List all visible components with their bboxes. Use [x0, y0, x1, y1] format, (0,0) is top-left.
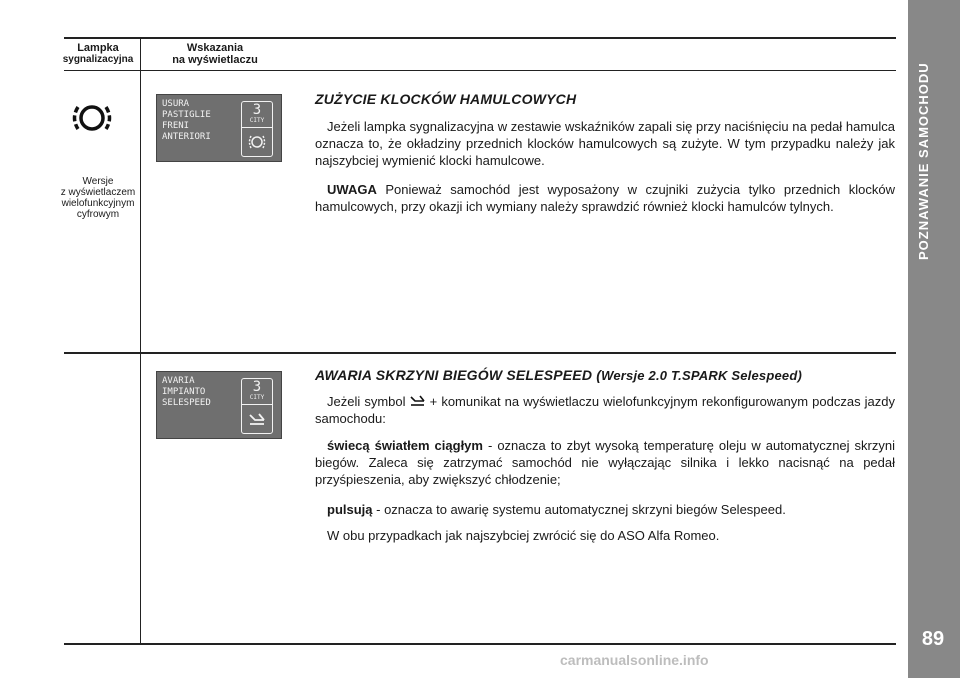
paragraph-steady-light [315, 437, 895, 488]
display-gear-box [241, 378, 273, 434]
flashing-label: pulsują [327, 502, 373, 517]
flashing-text: - oznacza to awarię systemu automatycznej skrzyni biegów Selespeed. [372, 502, 786, 517]
paragraph-note [315, 181, 895, 215]
selespeed-failure-icon [247, 409, 267, 429]
header-rule [64, 70, 896, 71]
header-display [150, 42, 280, 66]
drive-mode: CITY [249, 394, 265, 401]
display-box-divider [242, 404, 272, 405]
versions-line-1: Wersje [82, 176, 114, 187]
column-divider [140, 37, 141, 644]
versions-line-4: cyfrowym [76, 209, 120, 220]
page-number: 89 [921, 628, 945, 650]
display-message: AVARIA IMPIANTO SELESPEED [162, 376, 211, 408]
symbol-text-a: Jeżeli symbol [327, 394, 410, 409]
brake-pad-wear-icon [247, 132, 267, 152]
paragraph-closing: W obu przypadkach jak najszybciej zwrócić się do ASO Alfa Romeo. [327, 528, 720, 543]
symbol-text-b: + komunikat na wyświetlaczu wielofunkcyjnym rekonfigurowanym podczas jazdy samochodu: [315, 394, 895, 426]
gear-indicator: 3 [252, 102, 262, 118]
steady-light-text: - oznacza to zbyt wysoką temperaturę oleju w automatycznej skrzyni biegów. Zaleca się zatrzymać samochód nie wyłączając silnika i lekko nacisnąć na pedał przyśpieszenia, aby zwiększyć chłodzenie; [315, 438, 895, 487]
section-title-selespeed [315, 367, 802, 383]
display-box-divider [242, 127, 272, 128]
section-title-main: AWARIA SKRZYNI BIEGÓW SELESPEED ( [315, 367, 602, 383]
section-title-suffix: Wersje 2.0 T.SPARK Selespeed) [601, 368, 802, 383]
header-display-sub: na wyświetlaczu [172, 54, 258, 66]
steady-light-label: świecą światłem ciągłym [327, 438, 483, 453]
brake-pad-wear-icon [66, 98, 118, 138]
paragraph-flashing [315, 501, 895, 518]
paragraph-brake-pads: Jeżeli lampka sygnalizacyjna w zestawie wskaźników zapali się przy naciśnięciu na pedał hamulca oznacza to, że okładziny przednich klocków hamulcowych są zużyte. W tym przypadku należy jak najszybciej wymienić klocki hamulcowe. [315, 119, 895, 168]
versions-line-2: z wyświetlaczem [60, 187, 136, 198]
section-title-brake-pads: ZUŻYCIE KLOCKÓW HAMULCOWYCH [315, 91, 577, 107]
watermark: carmanualsonline.info [560, 652, 709, 668]
bottom-rule [64, 643, 896, 645]
note-text: Ponieważ samochód jest wyposażony w czujniki zużycia tylko przednich klocków hamulcowych, przy okazji ich wymiany należy sprawdzić również klocki hamulców tylnych. [315, 182, 895, 214]
paragraph-symbol [315, 393, 895, 427]
display-message: USURA PASTIGLIE FRENI ANTERIORI [162, 99, 211, 142]
note-label: UWAGA [327, 182, 377, 197]
chapter-side-tab [908, 0, 960, 678]
header-display-title: Wskazania [186, 42, 244, 54]
header-lamp-title: Lampka [77, 42, 119, 54]
chapter-title: POZNAWANIE SAMOCHODU [916, 62, 931, 260]
versions-line-3: wielofunkcyjnym [61, 198, 135, 209]
top-rule [64, 37, 896, 39]
display-gear-box [241, 101, 273, 157]
display-brake-wear [156, 94, 282, 162]
drive-mode: CITY [249, 117, 265, 124]
section-divider [64, 352, 896, 354]
selespeed-failure-icon [410, 395, 426, 407]
gear-indicator: 3 [252, 379, 262, 395]
header-lamp-sub: sygnalizacyjna [62, 54, 134, 65]
lamp-versions-note [56, 176, 140, 220]
header-lamp [56, 42, 140, 66]
display-selespeed-failure [156, 371, 282, 439]
